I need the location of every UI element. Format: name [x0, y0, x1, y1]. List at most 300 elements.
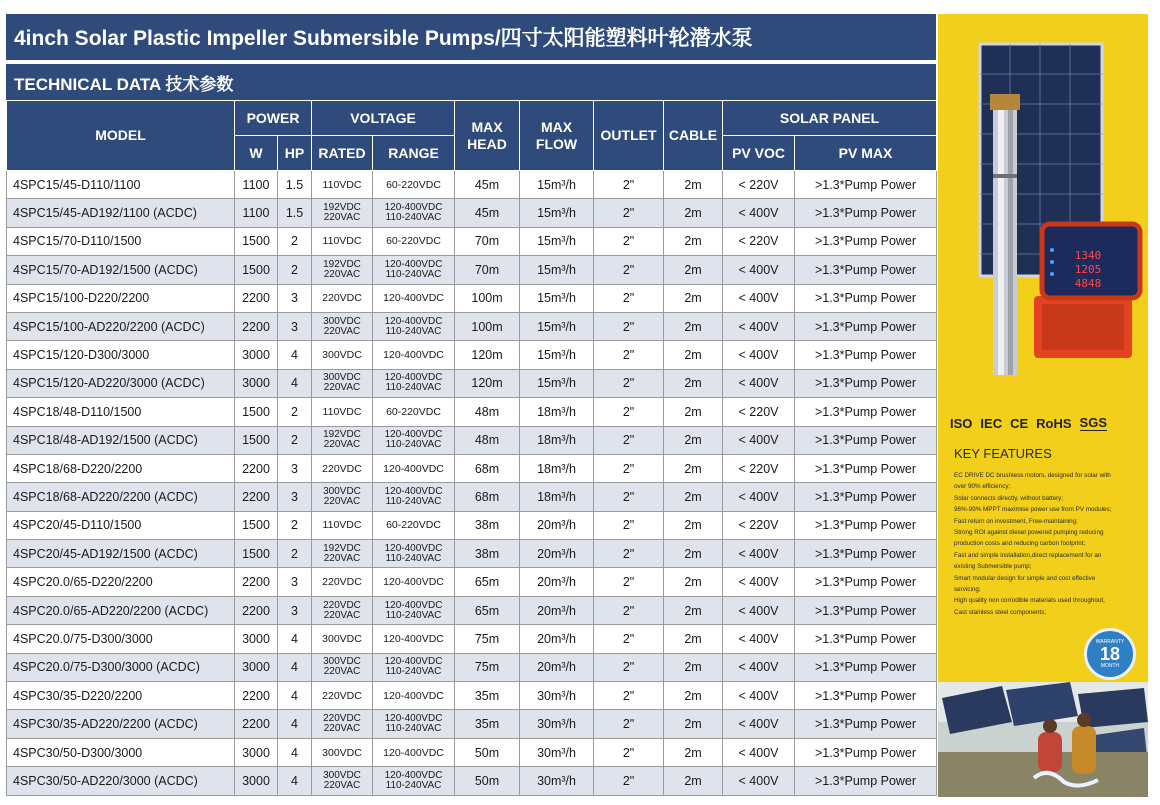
cell-watts: 3000 — [235, 369, 278, 397]
cell-rated-voltage-line: 220VAC — [323, 325, 361, 337]
table-row — [7, 568, 937, 596]
cell-outlet: 2" — [594, 511, 664, 539]
cell-voltage-range-line: 120-400VDC — [384, 485, 443, 497]
cell-outlet: 2" — [594, 653, 664, 681]
cell-rated-voltage — [312, 596, 373, 624]
cell-hp: 3 — [278, 284, 312, 312]
cell-pv-max: >1.3*Pump Power — [795, 398, 937, 426]
cell-pv-max: >1.3*Pump Power — [795, 625, 937, 653]
cell-max-flow: 30m³/h — [520, 738, 594, 766]
cell-pv-max: >1.3*Pump Power — [795, 369, 937, 397]
cell-watts: 1500 — [235, 426, 278, 454]
cell-rated-voltage-line: 220VAC — [323, 552, 361, 564]
cell-pv-voc: < 400V — [723, 540, 795, 568]
feature-line: EC DRIVE DC brushless motors, designed for solar with — [954, 472, 1111, 479]
cell-outlet: 2" — [594, 568, 664, 596]
cell-cable: 2m — [664, 653, 723, 681]
cell-hp: 2 — [278, 511, 312, 539]
cell-cable: 2m — [664, 199, 723, 227]
cell-max-head: 100m — [455, 312, 520, 340]
cell-max-head: 48m — [455, 398, 520, 426]
cell-pv-voc: < 220V — [723, 511, 795, 539]
cell-voltage-range: 120-400VDC — [373, 284, 455, 312]
cell-outlet: 2" — [594, 682, 664, 710]
cell-pv-max: >1.3*Pump Power — [795, 568, 937, 596]
warranty-number: 18 — [1099, 644, 1121, 664]
cell-voltage-range: 60-220VDC — [373, 171, 455, 199]
cell-model: 4SPC15/45-D110/1100 — [7, 171, 235, 199]
cell-rated-voltage-line: 192VDC — [323, 542, 361, 554]
cell-rated-voltage: 110VDC — [312, 398, 373, 426]
cell-max-flow: 20m³/h — [520, 625, 594, 653]
cell-max-head: 45m — [455, 199, 520, 227]
cell-watts: 3000 — [235, 738, 278, 766]
cell-voltage-range-line: 120-400VDC — [384, 258, 443, 270]
table-row — [7, 369, 937, 397]
cell-rated-voltage-line: 220VDC — [323, 713, 361, 725]
cell-outlet: 2" — [594, 625, 664, 653]
feature-line: servicing; — [954, 586, 981, 594]
header-hp: HP — [278, 136, 312, 171]
cell-rated-voltage: 220VDC — [312, 568, 373, 596]
cell-outlet: 2" — [594, 398, 664, 426]
cell-voltage-range-line: 120-400VDC — [384, 315, 443, 327]
cell-voltage-range-line: 110-240VAC — [385, 325, 442, 337]
cell-cable: 2m — [664, 596, 723, 624]
cell-pv-voc: < 400V — [723, 256, 795, 284]
cell-max-head: 50m — [455, 738, 520, 766]
table-row — [7, 710, 937, 738]
cell-voltage-range-line: 110-240VAC — [385, 495, 442, 507]
cell-cable: 2m — [664, 738, 723, 766]
cell-outlet: 2" — [594, 540, 664, 568]
table-body — [7, 171, 937, 796]
cell-watts: 1100 — [235, 199, 278, 227]
cell-pv-max: >1.3*Pump Power — [795, 312, 937, 340]
cell-max-head: 65m — [455, 596, 520, 624]
cell-max-head: 38m — [455, 511, 520, 539]
controller-readout-1: 1340 — [1074, 249, 1102, 262]
technical-data-table — [6, 100, 937, 796]
cell-cable: 2m — [664, 341, 723, 369]
cell-cable: 2m — [664, 511, 723, 539]
cell-max-head: 75m — [455, 653, 520, 681]
table-row — [7, 256, 937, 284]
cell-cable: 2m — [664, 227, 723, 255]
cell-pv-voc: < 220V — [723, 171, 795, 199]
cell-voltage-range — [373, 710, 455, 738]
header-w: W — [235, 136, 278, 171]
cell-voltage-range: 120-400VDC — [373, 682, 455, 710]
cell-hp: 3 — [278, 568, 312, 596]
product-sidebar — [938, 14, 1148, 797]
cell-watts: 2200 — [235, 284, 278, 312]
cell-hp: 4 — [278, 341, 312, 369]
cell-pv-voc: < 400V — [723, 284, 795, 312]
cell-model: 4SPC15/45-AD192/1100 (ACDC) — [7, 199, 235, 227]
cell-outlet: 2" — [594, 199, 664, 227]
cell-model: 4SPC18/48-D110/1500 — [7, 398, 235, 426]
cell-outlet: 2" — [594, 341, 664, 369]
cell-pv-max: >1.3*Pump Power — [795, 454, 937, 482]
cell-watts: 1500 — [235, 511, 278, 539]
cell-max-head: 75m — [455, 625, 520, 653]
table-row — [7, 596, 937, 624]
header-range: RANGE — [373, 136, 455, 171]
table-row — [7, 653, 937, 681]
cell-voltage-range-line: 110-240VAC — [385, 666, 442, 678]
cell-rated-voltage-line: 220VAC — [323, 609, 361, 621]
cell-rated-voltage-line: 192VDC — [323, 258, 361, 270]
cell-rated-voltage-line: 220VAC — [323, 212, 361, 224]
cell-watts: 1500 — [235, 227, 278, 255]
header-rated: RATED — [312, 136, 373, 171]
cell-watts: 3000 — [235, 625, 278, 653]
table-row — [7, 511, 937, 539]
cell-pv-max: >1.3*Pump Power — [795, 767, 937, 795]
cell-voltage-range-line: 110-240VAC — [385, 779, 442, 791]
cell-rated-voltage-line: 220VAC — [323, 666, 361, 678]
header-max-head-line1: MAX — [471, 118, 503, 135]
cell-voltage-range-line: 110-240VAC — [385, 552, 442, 564]
cell-pv-max: >1.3*Pump Power — [795, 596, 937, 624]
cell-voltage-range-line: 120-400VDC — [384, 656, 443, 668]
cell-hp: 1.5 — [278, 171, 312, 199]
cell-voltage-range — [373, 483, 455, 511]
cell-max-head: 68m — [455, 454, 520, 482]
cell-max-flow: 15m³/h — [520, 312, 594, 340]
cell-cable: 2m — [664, 256, 723, 284]
feature-line: over 90% efficiency; — [954, 483, 1011, 491]
cell-outlet: 2" — [594, 483, 664, 511]
section-heading: TECHNICAL DATA 技术参数 — [6, 64, 936, 100]
table-row — [7, 625, 937, 653]
header-max-head-line2: HEAD — [467, 135, 507, 152]
header-max-head — [455, 101, 520, 171]
cell-max-head: 48m — [455, 426, 520, 454]
cell-max-flow: 30m³/h — [520, 682, 594, 710]
cell-rated-voltage-line: 220VAC — [323, 779, 361, 791]
cell-max-head: 70m — [455, 227, 520, 255]
cell-pv-max: >1.3*Pump Power — [795, 171, 937, 199]
cell-outlet: 2" — [594, 312, 664, 340]
header-pv-voc: PV VOC — [723, 136, 795, 171]
cell-outlet: 2" — [594, 454, 664, 482]
rohs-logo: RoHS — [1036, 415, 1072, 431]
cell-watts: 2200 — [235, 312, 278, 340]
cell-voltage-range-line: 110-240VAC — [385, 723, 442, 735]
cell-watts: 1500 — [235, 256, 278, 284]
table-row — [7, 540, 937, 568]
cell-max-head: 100m — [455, 284, 520, 312]
table-row — [7, 398, 937, 426]
field-installation-photo — [938, 682, 1148, 797]
cell-cable: 2m — [664, 767, 723, 795]
table-row — [7, 199, 937, 227]
cell-max-flow: 15m³/h — [520, 369, 594, 397]
cell-pv-max: >1.3*Pump Power — [795, 341, 937, 369]
cell-voltage-range: 120-400VDC — [373, 625, 455, 653]
cell-outlet: 2" — [594, 767, 664, 795]
cell-model: 4SPC30/35-AD220/2200 (ACDC) — [7, 710, 235, 738]
cell-rated-voltage-line: 220VAC — [323, 439, 361, 451]
cell-pv-voc: < 400V — [723, 369, 795, 397]
cell-pv-voc: < 400V — [723, 341, 795, 369]
cell-max-flow: 18m³/h — [520, 398, 594, 426]
cell-model: 4SPC15/120-D300/3000 — [7, 341, 235, 369]
header-solar-panel: SOLAR PANEL — [723, 101, 937, 136]
cell-outlet: 2" — [594, 369, 664, 397]
cell-rated-voltage — [312, 369, 373, 397]
cell-cable: 2m — [664, 171, 723, 199]
cell-voltage-range: 120-400VDC — [373, 341, 455, 369]
cell-rated-voltage-line: 300VDC — [323, 769, 361, 781]
cell-voltage-range — [373, 199, 455, 227]
cell-pv-voc: < 400V — [723, 596, 795, 624]
feature-line: production costs and reducing carbon footprint; — [954, 540, 1086, 548]
cell-watts: 2200 — [235, 568, 278, 596]
cell-watts: 1500 — [235, 540, 278, 568]
ce-logo: CE — [1010, 415, 1029, 431]
cell-pv-voc: < 220V — [723, 227, 795, 255]
cell-cable: 2m — [664, 398, 723, 426]
cell-rated-voltage: 300VDC — [312, 738, 373, 766]
cell-rated-voltage-line: 300VDC — [323, 372, 361, 384]
cell-rated-voltage — [312, 426, 373, 454]
cell-voltage-range-line: 120-400VDC — [384, 542, 443, 554]
cell-rated-voltage: 300VDC — [312, 341, 373, 369]
cell-rated-voltage-line: 220VDC — [323, 599, 361, 611]
cell-voltage-range: 60-220VDC — [373, 227, 455, 255]
cell-max-flow: 30m³/h — [520, 767, 594, 795]
cell-rated-voltage: 220VDC — [312, 682, 373, 710]
cell-voltage-range — [373, 596, 455, 624]
cell-voltage-range: 60-220VDC — [373, 511, 455, 539]
cell-pv-max: >1.3*Pump Power — [795, 738, 937, 766]
cell-max-head: 38m — [455, 540, 520, 568]
cell-voltage-range-line: 110-240VAC — [385, 382, 442, 394]
page-title: 4inch Solar Plastic Impeller Submersible Pumps/四寸太阳能塑料叶轮潜水泵 — [6, 14, 936, 62]
header-power: POWER — [235, 101, 312, 136]
cell-pv-max: >1.3*Pump Power — [795, 710, 937, 738]
cell-model: 4SPC18/68-D220/2200 — [7, 454, 235, 482]
cell-rated-voltage-line: 220VAC — [323, 495, 361, 507]
cell-hp: 4 — [278, 682, 312, 710]
feature-line: 96%-99% MPPT maximise power use from PV modules; — [954, 506, 1112, 514]
cell-watts: 1500 — [235, 398, 278, 426]
cell-rated-voltage-line: 220VAC — [323, 723, 361, 735]
cell-model: 4SPC20.0/75-D300/3000 (ACDC) — [7, 653, 235, 681]
cell-rated-voltage — [312, 483, 373, 511]
table-row — [7, 171, 937, 199]
cell-hp: 4 — [278, 710, 312, 738]
cell-max-head: 70m — [455, 256, 520, 284]
cell-pv-max: >1.3*Pump Power — [795, 653, 937, 681]
cell-model: 4SPC15/120-AD220/3000 (ACDC) — [7, 369, 235, 397]
cell-hp: 2 — [278, 256, 312, 284]
cell-hp: 2 — [278, 398, 312, 426]
header-outlet: OUTLET — [594, 101, 664, 171]
cell-max-flow: 15m³/h — [520, 341, 594, 369]
cell-max-head: 45m — [455, 171, 520, 199]
table-row — [7, 227, 937, 255]
cell-pv-max: >1.3*Pump Power — [795, 284, 937, 312]
cell-rated-voltage-line: 300VDC — [323, 656, 361, 668]
cell-pv-voc: < 400V — [723, 767, 795, 795]
cell-rated-voltage-line: 220VAC — [323, 268, 361, 280]
cell-cable: 2m — [664, 483, 723, 511]
cell-max-flow: 18m³/h — [520, 483, 594, 511]
cell-pv-voc: < 400V — [723, 568, 795, 596]
feature-line: Fast return on investment, Free-maintaining; — [954, 517, 1078, 525]
cell-pv-max: >1.3*Pump Power — [795, 426, 937, 454]
cell-cable: 2m — [664, 540, 723, 568]
cell-cable: 2m — [664, 426, 723, 454]
cell-max-flow: 20m³/h — [520, 540, 594, 568]
cell-hp: 4 — [278, 653, 312, 681]
cell-voltage-range — [373, 369, 455, 397]
table-row — [7, 426, 937, 454]
cell-rated-voltage-line: 300VDC — [323, 315, 361, 327]
cell-rated-voltage: 300VDC — [312, 625, 373, 653]
feature-line: Smart modular design for simple and cost effective — [954, 574, 1096, 582]
cell-cable: 2m — [664, 369, 723, 397]
cell-hp: 2 — [278, 540, 312, 568]
cell-voltage-range: 120-400VDC — [373, 738, 455, 766]
cell-hp: 4 — [278, 767, 312, 795]
cell-max-head: 35m — [455, 682, 520, 710]
cell-max-flow: 15m³/h — [520, 256, 594, 284]
cell-rated-voltage: 220VDC — [312, 454, 373, 482]
cell-rated-voltage-line: 300VDC — [323, 485, 361, 497]
cell-pv-voc: < 400V — [723, 710, 795, 738]
table-row — [7, 767, 937, 795]
cell-voltage-range — [373, 767, 455, 795]
cell-max-head: 120m — [455, 369, 520, 397]
cell-model: 4SPC20/45-D110/1500 — [7, 511, 235, 539]
cell-max-head: 68m — [455, 483, 520, 511]
cell-watts: 2200 — [235, 710, 278, 738]
cell-model: 4SPC15/70-AD192/1500 (ACDC) — [7, 256, 235, 284]
cell-model: 4SPC18/68-AD220/2200 (ACDC) — [7, 483, 235, 511]
header-max-flow-line2: FLOW — [535, 135, 578, 152]
cell-voltage-range — [373, 256, 455, 284]
cell-rated-voltage — [312, 767, 373, 795]
cell-outlet: 2" — [594, 227, 664, 255]
cell-watts: 2200 — [235, 596, 278, 624]
cell-outlet: 2" — [594, 738, 664, 766]
cell-model: 4SPC20.0/65-AD220/2200 (ACDC) — [7, 596, 235, 624]
cell-cable: 2m — [664, 454, 723, 482]
warranty-top-text: WARRANTY — [1095, 639, 1125, 645]
table-row — [7, 341, 937, 369]
cell-watts: 2200 — [235, 682, 278, 710]
feature-line: Cast stainless steel components; — [954, 608, 1047, 616]
cell-model: 4SPC30/50-AD220/3000 (ACDC) — [7, 767, 235, 795]
iec-logo: IEC — [980, 415, 1003, 431]
cell-hp: 4 — [278, 625, 312, 653]
cell-watts: 3000 — [235, 767, 278, 795]
cell-max-flow: 18m³/h — [520, 426, 594, 454]
cell-voltage-range-line: 120-400VDC — [384, 599, 443, 611]
cell-watts: 2200 — [235, 454, 278, 482]
cell-max-head: 65m — [455, 568, 520, 596]
feature-line: existing Submersible pump; — [954, 563, 1032, 571]
cell-max-head: 50m — [455, 767, 520, 795]
controller-readout-3: 4848 — [1074, 277, 1102, 290]
cell-rated-voltage: 110VDC — [312, 227, 373, 255]
cell-max-head: 35m — [455, 710, 520, 738]
cell-voltage-range-line: 120-400VDC — [384, 713, 443, 725]
cell-pv-voc: < 400V — [723, 738, 795, 766]
cell-voltage-range-line: 120-400VDC — [384, 429, 443, 441]
cell-pv-max: >1.3*Pump Power — [795, 511, 937, 539]
feature-line: Strong ROI against diesel powered pumping reducing — [954, 529, 1104, 537]
cell-max-flow: 18m³/h — [520, 454, 594, 482]
cell-pv-voc: < 400V — [723, 653, 795, 681]
cell-outlet: 2" — [594, 426, 664, 454]
cell-hp: 1.5 — [278, 199, 312, 227]
cell-model: 4SPC30/50-D300/3000 — [7, 738, 235, 766]
cell-hp: 4 — [278, 738, 312, 766]
cell-rated-voltage — [312, 256, 373, 284]
feature-line: Solar connects directly, without battery; — [954, 494, 1064, 502]
table-row — [7, 682, 937, 710]
cell-pv-voc: < 400V — [723, 483, 795, 511]
cell-voltage-range: 120-400VDC — [373, 568, 455, 596]
cell-pv-max: >1.3*Pump Power — [795, 227, 937, 255]
cell-model: 4SPC18/48-AD192/1500 (ACDC) — [7, 426, 235, 454]
key-features-title: KEY FEATURES — [954, 446, 1052, 461]
cell-hp: 4 — [278, 369, 312, 397]
cell-voltage-range-line: 120-400VDC — [384, 202, 443, 214]
cell-rated-voltage-line: 192VDC — [323, 429, 361, 441]
cell-max-flow: 20m³/h — [520, 511, 594, 539]
cell-max-flow: 30m³/h — [520, 710, 594, 738]
header-max-flow-line1: MAX — [540, 118, 573, 135]
cell-outlet: 2" — [594, 171, 664, 199]
cell-outlet: 2" — [594, 256, 664, 284]
cell-max-flow: 15m³/h — [520, 199, 594, 227]
cell-rated-voltage — [312, 540, 373, 568]
cell-pv-voc: < 220V — [723, 398, 795, 426]
cell-rated-voltage-line: 192VDC — [323, 202, 361, 214]
cell-voltage-range — [373, 312, 455, 340]
cell-hp: 2 — [278, 227, 312, 255]
cell-voltage-range-line: 120-400VDC — [384, 769, 443, 781]
cell-voltage-range: 60-220VDC — [373, 398, 455, 426]
cell-watts: 3000 — [235, 653, 278, 681]
cell-pv-voc: < 400V — [723, 682, 795, 710]
cell-pv-max: >1.3*Pump Power — [795, 256, 937, 284]
cell-watts: 1100 — [235, 171, 278, 199]
cell-hp: 3 — [278, 596, 312, 624]
cell-pv-voc: < 400V — [723, 199, 795, 227]
cell-voltage-range: 120-400VDC — [373, 454, 455, 482]
table-row — [7, 454, 937, 482]
table-row — [7, 738, 937, 766]
cell-cable: 2m — [664, 682, 723, 710]
table-row — [7, 483, 937, 511]
warranty-unit: MONTH — [1100, 663, 1120, 669]
cell-rated-voltage — [312, 312, 373, 340]
cell-max-head: 120m — [455, 341, 520, 369]
cell-pv-voc: < 400V — [723, 625, 795, 653]
cell-voltage-range-line: 110-240VAC — [385, 609, 442, 621]
cell-model: 4SPC15/100-D220/2200 — [7, 284, 235, 312]
cell-voltage-range — [373, 540, 455, 568]
cell-max-flow: 15m³/h — [520, 227, 594, 255]
